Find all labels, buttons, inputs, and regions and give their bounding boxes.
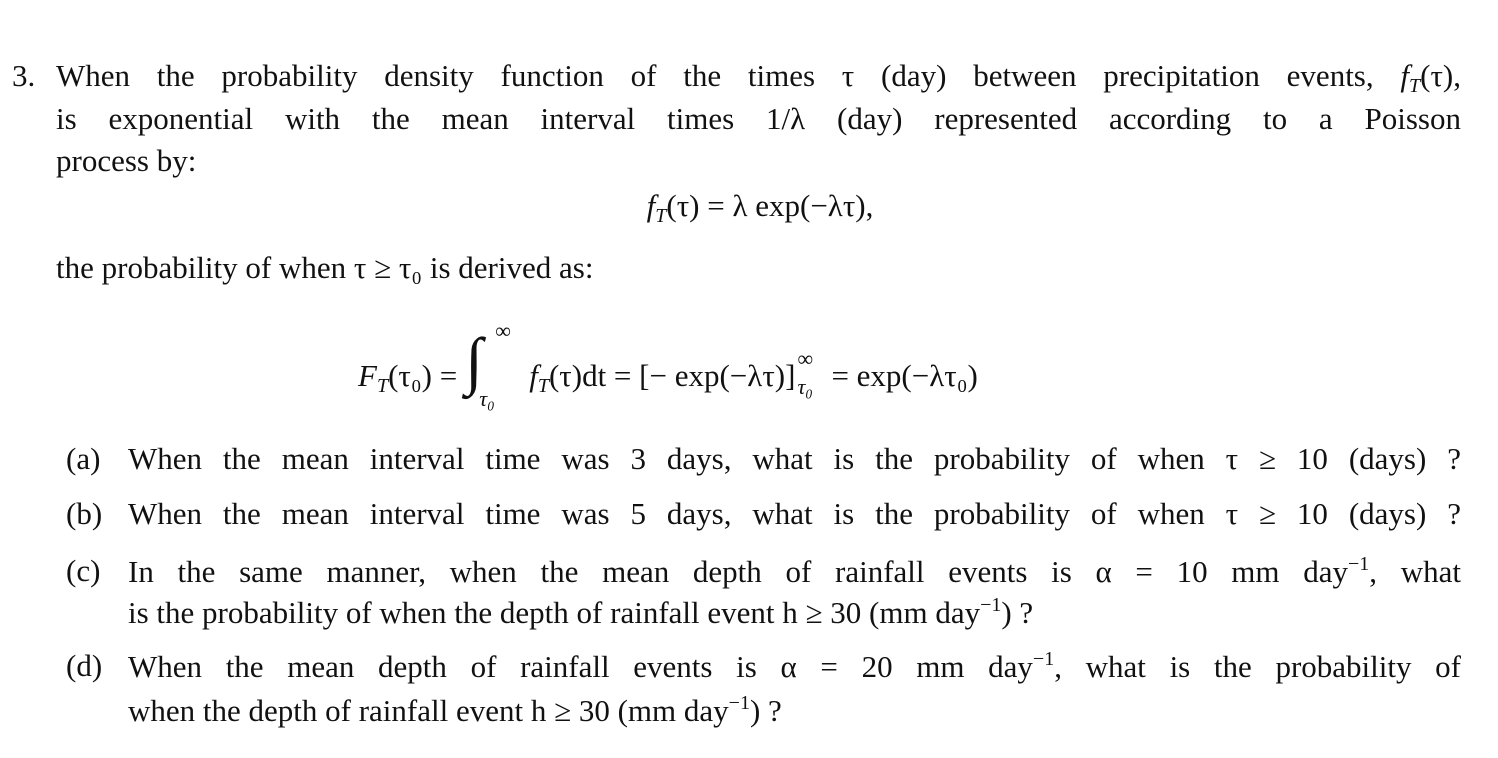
item-d-label: (d) bbox=[66, 648, 103, 683]
item-b-text: When the mean interval time was 5 days, what is the probability of when τ ≥ 10 (days) ? bbox=[128, 496, 1461, 531]
intro-line-3: process by: bbox=[56, 143, 197, 178]
evaluation-bounds: ∞ τ₀ bbox=[797, 345, 814, 399]
integral-sign: ∫ ∞ τ₀ bbox=[465, 318, 511, 411]
item-d-line-1: When the mean depth of rainfall events is α = 20 mm day$^{-1}$, what is the probability of bbox=[128, 648, 1461, 684]
item-a-label: (a) bbox=[66, 441, 101, 476]
derivation-intro: the probability of when τ ≥ τ₀ is derived as: bbox=[56, 250, 594, 285]
intro-line-2: is exponential with the mean interval times 1/λ (day) represented according to a Poisson bbox=[56, 101, 1461, 136]
problem-number: 3. bbox=[12, 58, 36, 93]
intro-line-1: When the probability density function of the times τ (day) between precipitation events, $f_T(\tau)$, bbox=[56, 58, 1462, 97]
item-c-label: (c) bbox=[66, 553, 101, 588]
item-c-line-1: In the same manner, when the mean depth of rainfall events is α = 10 mm day$^{-1}$, what bbox=[128, 553, 1461, 589]
item-d-line-2: when the depth of rainfall event h ≥ 30 (mm day$^{-1}$) ? bbox=[128, 692, 782, 728]
item-a-text: When the mean interval time was 3 days, what is the probability of when τ ≥ 10 (days) ? bbox=[128, 441, 1461, 476]
item-b-label: (b) bbox=[66, 496, 103, 531]
item-c-line-2: is the probability of when the depth of rainfall event h ≥ 30 (mm day$^{-1}$) ? bbox=[128, 594, 1034, 630]
cdf-equation: $F_T(\tau_0)$ = ∫ ∞ τ₀ $f_T(\tau)dt$ = [− exp(−λτ)] ∞ τ₀ = exp(−λτ₀) bbox=[358, 318, 978, 411]
pdf-equation: $f_T(\tau) = \lambda$ exp(−λτ), bbox=[646, 188, 874, 227]
